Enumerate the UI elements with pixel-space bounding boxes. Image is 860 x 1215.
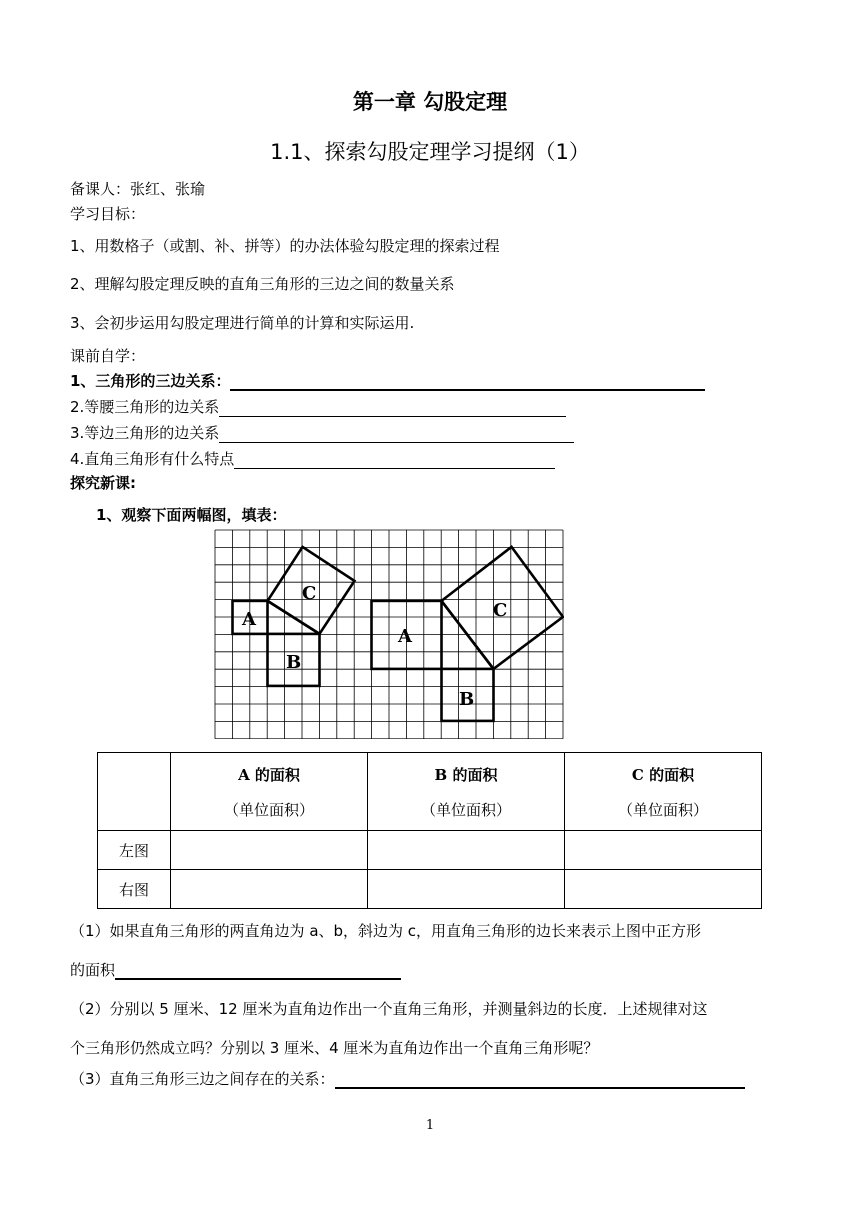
pythagoras-grid-figure — [214, 529, 564, 739]
question-1-line-2 — [70, 959, 401, 980]
answer-blank[interactable] — [115, 961, 401, 980]
preview-question-4 — [70, 448, 555, 469]
answer-blank[interactable] — [219, 425, 574, 443]
label-right-b: B — [459, 689, 475, 710]
question-2-line-1: （2）分别以 5 厘米、12 厘米为直角边作出一个直角三角形，并测量斜边的长度．上述规律对这 — [70, 1000, 708, 1018]
objective-1: 1、用数格子（或割、补、拼等）的办法体验勾股定理的探索过程 — [70, 237, 500, 255]
header-b-title: B 的面积 — [434, 765, 498, 784]
row-label-right: 右图 — [98, 870, 171, 909]
left-triangle-hypotenuse — [268, 601, 320, 634]
question-1-tail: 的面积 — [70, 961, 116, 979]
table-row — [98, 870, 762, 909]
answer-cell[interactable] — [171, 831, 368, 870]
table-header-c — [565, 753, 762, 831]
preview-question-1 — [70, 370, 705, 391]
question-2-line-2: 个三角形仍然成立吗？分别以 3 厘米、4 厘米为直角边作出一个直角三角形呢？ — [70, 1039, 599, 1057]
preview-question-2-text: 2.等腰三角形的边关系 — [70, 398, 220, 416]
objective-2: 2、理解勾股定理反映的直角三角形的三边之间的数量关系 — [70, 275, 455, 293]
header-c-unit: （单位面积） — [617, 800, 708, 819]
answer-cell[interactable] — [565, 870, 762, 909]
explore-task-1: 1、观察下面两幅图，填表： — [96, 506, 287, 524]
answer-blank[interactable] — [219, 399, 566, 417]
objectives-heading: 学习目标： — [70, 205, 146, 223]
answer-blank[interactable] — [230, 372, 705, 391]
area-table — [97, 752, 762, 909]
header-c-title: C 的面积 — [631, 765, 695, 784]
preview-heading: 课前自学： — [70, 347, 146, 365]
answer-cell[interactable] — [171, 870, 368, 909]
answer-cell[interactable] — [565, 831, 762, 870]
chapter-title: 第一章 勾股定理 — [352, 90, 508, 114]
label-right-a: A — [398, 626, 412, 647]
question-3-text: （3）直角三角形三边之间存在的关系： — [70, 1070, 335, 1088]
preview-question-4-text: 4.直角三角形有什么特点 — [70, 450, 235, 468]
label-right-c: C — [493, 600, 508, 621]
page-number: 1 — [425, 1118, 435, 1133]
explore-heading: 探究新课: — [70, 474, 136, 492]
lesson-title: 1.1、探索勾股定理学习提纲（1） — [270, 140, 590, 164]
label-left-a: A — [242, 609, 256, 630]
table-header-row — [98, 753, 762, 831]
answer-blank[interactable] — [234, 451, 555, 469]
table-corner-cell — [98, 753, 171, 831]
answer-cell[interactable] — [368, 831, 565, 870]
preview-question-3 — [70, 422, 574, 443]
label-left-b: B — [286, 652, 302, 673]
objective-3: 3、会初步运用勾股定理进行简单的计算和实际运用. — [70, 314, 415, 332]
header-b-unit: （单位面积） — [420, 800, 511, 819]
table-header-b — [368, 753, 565, 831]
table-header-a — [171, 753, 368, 831]
preview-question-2 — [70, 396, 566, 417]
preparers: 备课人：张红、张瑜 — [70, 180, 206, 198]
header-a-title: A 的面积 — [238, 765, 300, 784]
row-label-left: 左图 — [98, 831, 171, 870]
answer-blank[interactable] — [335, 1070, 745, 1089]
preview-question-3-text: 3.等边三角形的边关系 — [70, 424, 220, 442]
label-left-c: C — [302, 583, 317, 604]
answer-cell[interactable] — [368, 870, 565, 909]
header-a-unit: （单位面积） — [223, 800, 314, 819]
table-row — [98, 831, 762, 870]
preview-question-1-text: 1、三角形的三边关系： — [70, 372, 231, 390]
question-3 — [70, 1068, 745, 1089]
right-triangle-hypotenuse — [442, 601, 494, 669]
question-1-line-1: （1）如果直角三角形的两直角边为 a、b，斜边为 c，用直角三角形的边长来表示上图中正方形 — [70, 922, 702, 940]
